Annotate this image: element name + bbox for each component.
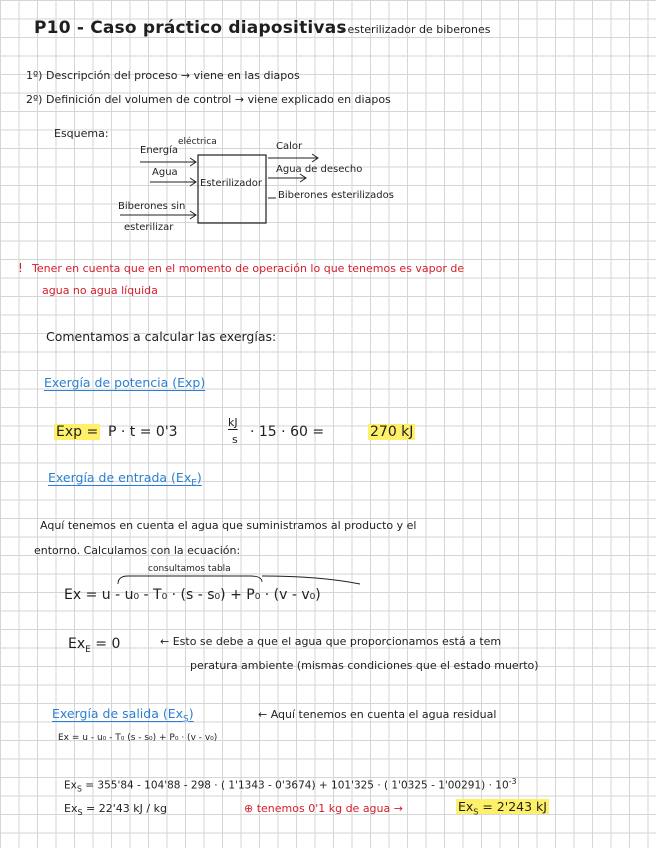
input-bottles-label: Biberones sin [118,201,186,212]
ex-input-heading: Exergía de entrada $(Ex_E)$ [48,470,202,489]
note-line-1: Tener en cuenta que en el momento de operación lo que tenemos es vapor de [32,262,465,275]
ex-power-result: 270 kJ [370,424,414,440]
ex-output-heading-note: ← Aquí tenemos en cuenta el agua residual [258,708,497,721]
ex-power-formula: P · t = 0'3 [108,424,178,440]
sterilizer-label: Esterilizador [200,178,263,189]
input-energy-label-2: eléctrica [178,137,217,147]
output-bottles-label: Biberones esterilizados [278,190,394,201]
ex-input-result: $Ex_E = 0$ [68,636,121,655]
note-marker: ! [18,261,23,275]
input-energy-label: Energía [140,145,178,156]
ex-output-final: $Ex_S = 2'243$ kJ [458,799,547,817]
ex-output-equation: Ex = u - u₀ - T₀ (s - s₀) + P₀ · (v - v₀) [58,733,218,743]
page-title: P10 - Caso práctico diapositivas [34,18,347,38]
output-heat-label: Calor [276,141,303,152]
ex-output-mass-note: ⊕ tenemos 0'1 kg de agua → [244,802,403,815]
ex-input-reason-1: ← Esto se debe a que el agua que proporcionamos está a tem [160,635,502,648]
input-bottles-label-2: esterilizar [124,222,174,233]
note-line-2: agua no agua líquida [42,284,158,297]
table-annotation: consultamos tabla [148,564,231,574]
intro-text: Comentamos a calcular las exergías: [46,329,277,344]
page-subtitle: - esterilizador de biberones [340,23,491,36]
ex-input-para-2: entorno. Calculamos con la ecuación: [34,544,241,557]
ex-power-frac-den: s [232,433,238,446]
ex-output-heading: Exergía de salida $(Ex_S)$ [52,706,194,725]
ex-output-calc: $Ex_S = 355'84 - 104'88 - 298$ · ( 1'1343 - 0'3674) + 101'325 · ( $1'0325 - 1'00291) \cdot 10^{-3}$ [64,777,517,794]
diagram-heading: Esquema: [54,127,109,140]
ex-input-reason-2: peratura ambiente (mismas condiciones que el estado muerto) [190,659,539,672]
ex-power-mid: · 15 · 60 = [250,424,325,440]
ex-power-lhs: Exp = [56,424,99,440]
step-2: 2º) Definición del volumen de control → viene explicado en diapos [26,93,391,106]
ex-power-frac-num: kJ [228,416,238,429]
ex-input-para-1: Aquí tenemos en cuenta el agua que suministramos al producto y el [40,519,417,532]
ex-output-result: $Ex_S = 22'43$ kJ / kg [64,802,167,818]
output-water-label: Agua de desecho [276,164,363,175]
input-water-label: Agua [152,167,178,178]
ex-power-heading: Exergía de potencia (Exp) [44,375,206,390]
exergy-equation: Ex = u - u₀ - T₀ · (s - s₀) + P₀ · (v - v₀) [64,587,321,603]
step-1: 1º) Descripción del proceso → viene en las diapos [26,69,300,82]
